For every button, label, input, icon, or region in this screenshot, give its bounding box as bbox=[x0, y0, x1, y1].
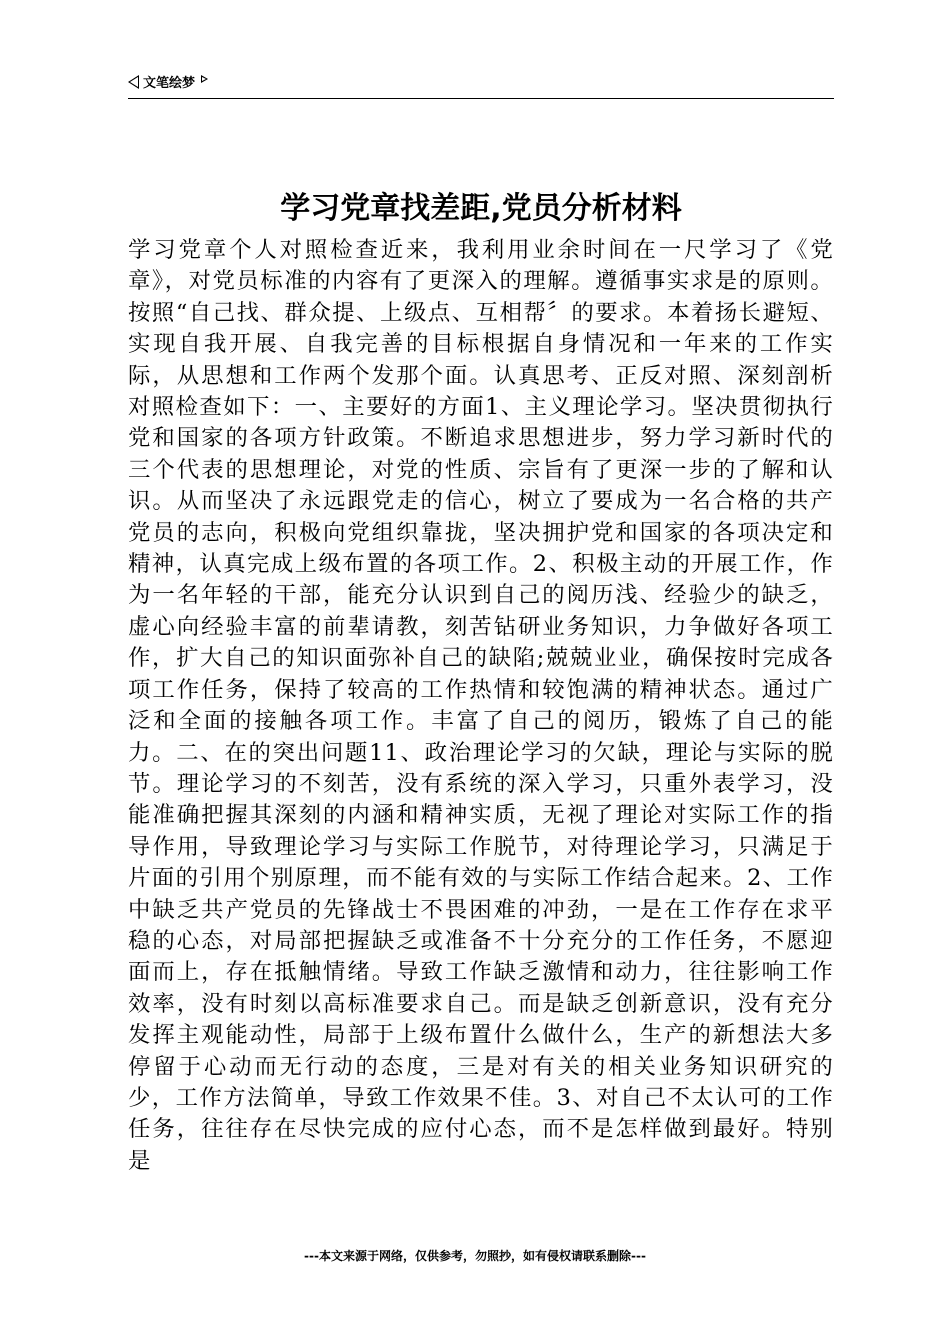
document-body: 学习党章个人对照检查近来，我利用业余时间在一尺学习了《党章》，对党员标准的内容有了更深入的理解。遵循事实求是的原则。按照“自己找、群众提、上级点、互相帮〞的要求。本着扬长避短、实现自我开展、自我完善的目标根据自身情况和一年来的工作实际，从思想和工作两个发那个面。认真思考、正反对照、深刻剖析对照检查如下：一、主要好的方面1、主义理论学习。坚决贯彻执行党和国家的各项方针政策。不断追求思想进步，努力学习新时代的三个代表的思想理论，对党的性质、宗旨有了更深一步的了解和认识。从而坚决了永远跟党走的信心，树立了要成为一名合格的共产党员的志向，积极向党组织靠拢，坚决拥护党和国家的各项决定和精神，认真完成上级布置的各项工作。2、积极主动的开展工作，作为一名年轻的干部，能充分认识到自己的阅历浅、经验少的缺乏，虚心向经验丰富的前辈请教，刻苦钻研业务知识，力争做好各项工作，扩大自己的知识面弥补自己的缺陷;兢兢业业，确保按时完成各项工作任务，保持了较高的工作热情和较饱满的精神状态。通过广泛和全面的接触各项工作。丰富了自己的阅历，锻炼了自己的能力。二、在的突出问题11、政治理论学习的欠缺，理论与实际的脱节。理论学习的不刻苦，没有系统的深入学习，只重外表学习，没能准确把握其深刻的内涵和精神实质，无视了理论对实际工作的指导作用，导致理论学习与实际工作脱节，对待理论学习，只满足于片面的引用个别原理，而不能有效的与实际工作结合起来。2、工作中缺乏共产党员的先锋战士不畏困难的冲劲，一是在工作存在求平稳的心态，对局部把握缺乏或准备不十分充分的工作任务，不愿迎面而上，存在抵触情绪。导致工作缺乏激情和动力，往往影响工作效率，没有时刻以高标准要求自己。而是缺乏创新意识，没有充分发挥主观能动性，局部于上级布置什么做什么，生产的新想法大多停留于心动而无行动的态度，三是对有关的相关业务知识研究的少，工作方法简单，导致工作效果不佳。3、对自己不太认可的工作任务，往往存在尽快完成的应付心态，而不是怎样做到最好。特别是 bbox=[128, 237, 834, 1174]
triangle-right-icon bbox=[201, 75, 208, 83]
page-header bbox=[128, 74, 834, 99]
footer-disclaimer: ---本文来源于网络，仅供参考，勿照抄，如有侵权请联系删除--- bbox=[304, 1249, 646, 1263]
document-title: 学习党章找差距,党员分析材料 bbox=[280, 191, 682, 226]
header-brand: 文笔绘梦 bbox=[143, 76, 196, 91]
triangle-left-icon bbox=[128, 75, 139, 89]
